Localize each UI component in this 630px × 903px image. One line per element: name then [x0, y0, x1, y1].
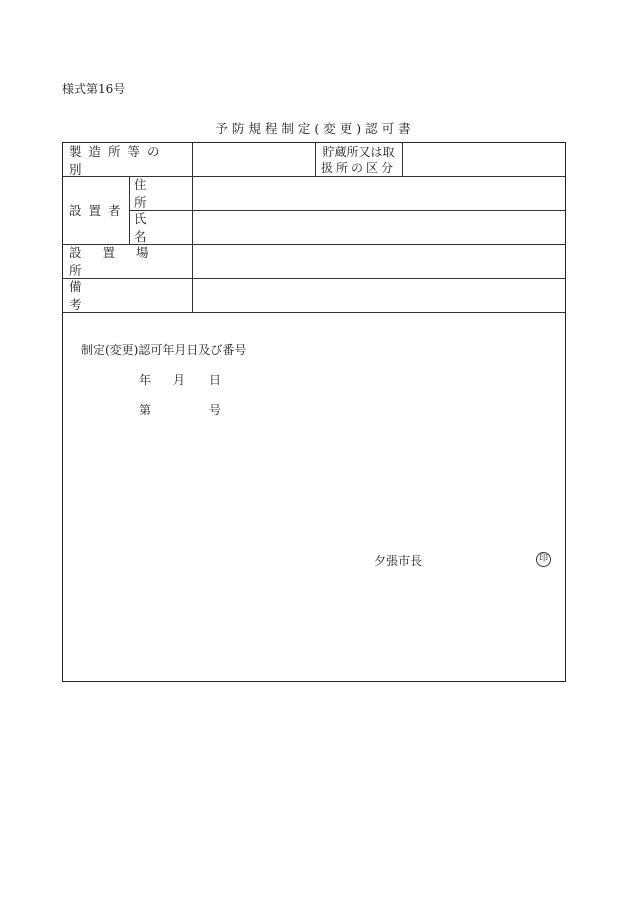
storage-category-label-line2: 扱所の区分 — [320, 160, 396, 175]
day-char: 日 — [209, 373, 222, 387]
location-label-text: 設置場所 — [69, 245, 170, 278]
storage-category-label-line1: 貯蔵所又は取 — [322, 144, 395, 159]
facility-type-label-text: 製造所等の別 — [69, 143, 167, 177]
form-number: 様式第16号 — [62, 82, 126, 96]
dai-char: 第 — [139, 403, 152, 417]
facility-type-label — [69, 143, 185, 176]
month-char: 月 — [173, 373, 186, 387]
name-value[interactable] — [193, 211, 564, 243]
approval-date-number-label: 制定(変更)認可年月日及び番号 — [81, 343, 247, 357]
seal-mark: 印 — [536, 552, 551, 567]
form-frame — [62, 142, 566, 682]
name-label-text: 氏名 — [134, 211, 177, 244]
address-label — [134, 176, 188, 210]
location-value[interactable] — [193, 245, 564, 277]
installer-label-text: 設置者 — [69, 203, 128, 218]
remarks-label — [69, 278, 189, 312]
installer-label — [69, 176, 129, 244]
name-label — [134, 210, 188, 244]
year-char: 年 — [139, 373, 152, 387]
address-label-text: 住所 — [134, 177, 177, 210]
document-title: 予防規程制定(変更)認可書 — [215, 121, 415, 136]
location-label — [69, 244, 189, 278]
remarks-label-text: 備考 — [69, 279, 177, 312]
remarks-value[interactable] — [193, 279, 564, 311]
facility-type-value[interactable] — [193, 144, 314, 175]
storage-category-value[interactable] — [403, 144, 564, 175]
column-divider — [129, 176, 130, 244]
go-char: 号 — [209, 403, 222, 417]
storage-category-label — [315, 143, 402, 176]
issuer-name: 夕張市長 — [374, 554, 423, 568]
address-value[interactable] — [193, 177, 564, 209]
